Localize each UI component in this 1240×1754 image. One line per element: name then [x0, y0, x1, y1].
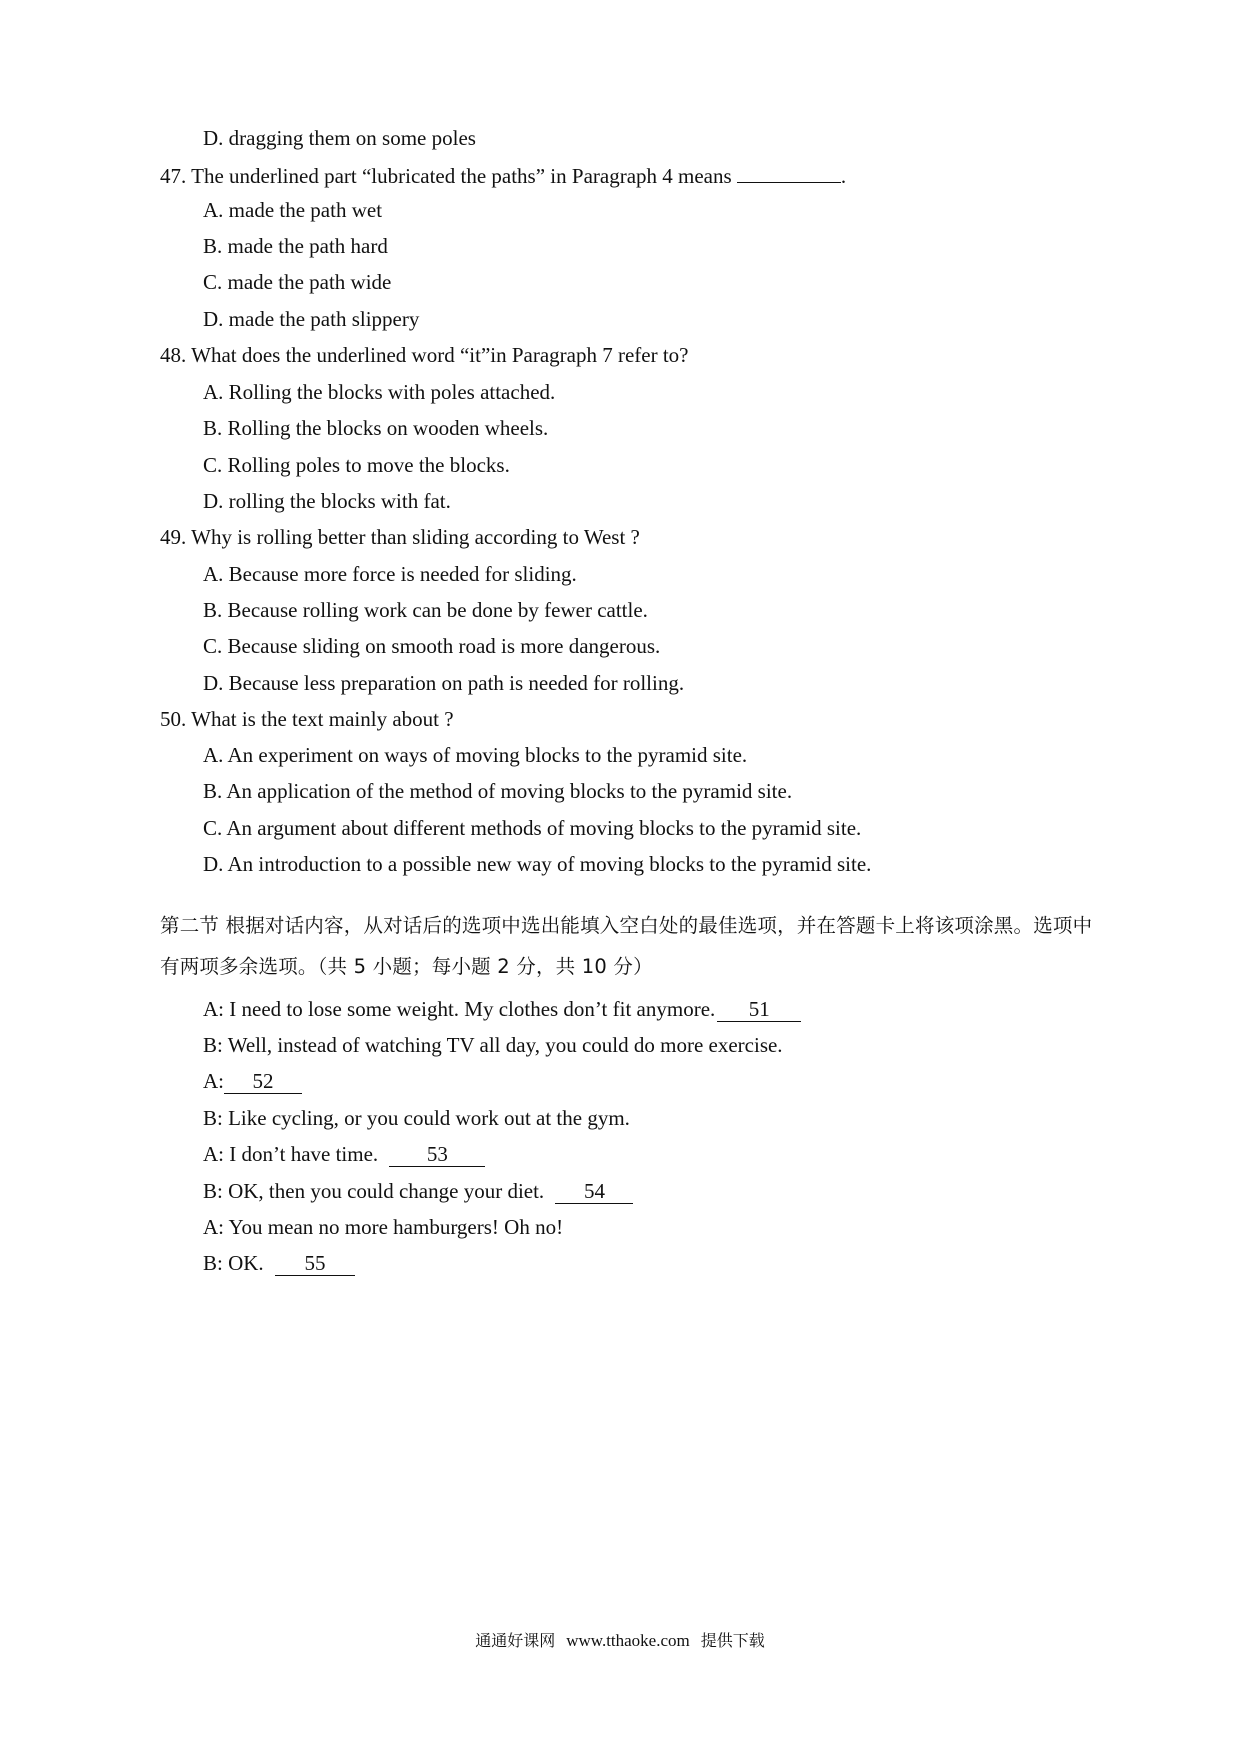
dialogue-line-2: B: Well, instead of watching TV all day, you could do more exercise. — [203, 1033, 783, 1057]
dialogue-line-5 — [203, 1140, 485, 1168]
q49-option-d: D. Because less preparation on path is needed for rolling. — [203, 671, 685, 695]
dialogue-text-5: A: I don’t have time. — [203, 1142, 384, 1166]
q50-option-a: A. An experiment on ways of moving blocks to the pyramid site. — [203, 743, 748, 767]
q47-option-a: A. made the path wet — [203, 198, 383, 222]
footer-url[interactable]: www.tthaoke.com — [566, 1631, 690, 1650]
dialogue-text-8: B: OK. — [203, 1251, 269, 1275]
footer-download-text: 提供下载 — [700, 1631, 765, 1650]
dialogue-line-6 — [203, 1177, 633, 1205]
q48-option-d: D. rolling the blocks with fat. — [203, 489, 451, 513]
answer-blank-53: 53 — [389, 1142, 485, 1167]
q49-stem: 49. Why is rolling better than sliding according to West ? — [160, 525, 640, 549]
dialogue-text-3: A: — [203, 1069, 224, 1093]
dialogue-text-6: B: OK, then you could change your diet. — [203, 1179, 550, 1203]
q47-stem — [160, 160, 846, 190]
q48-option-c: C. Rolling poles to move the blocks. — [203, 453, 510, 477]
answer-blank-54: 54 — [555, 1179, 633, 1204]
q47-option-b: B. made the path hard — [203, 234, 388, 258]
q49-option-a: A. Because more force is needed for sliding. — [203, 562, 577, 586]
q50-option-d: D. An introduction to a possible new way of moving blocks to the pyramid site. — [203, 852, 872, 876]
q48-option-a: A. Rolling the blocks with poles attached. — [203, 380, 556, 404]
page-footer — [0, 1630, 1240, 1652]
dialogue-line-7: A: You mean no more hamburgers! Oh no! — [203, 1215, 564, 1239]
q46-option-d: D. dragging them on some poles — [203, 126, 476, 150]
answer-blank-51: 51 — [717, 997, 801, 1022]
q47-option-c: C. made the path wide — [203, 270, 392, 294]
dialogue-line-3 — [203, 1067, 302, 1095]
q50-option-c: C. An argument about different methods of moving blocks to the pyramid site. — [203, 816, 862, 840]
q47-answer-blank — [737, 160, 841, 183]
q49-option-b: B. Because rolling work can be done by fewer cattle. — [203, 598, 648, 622]
q50-stem: 50. What is the text mainly about ? — [160, 707, 454, 731]
q47-stem-text: 47. The underlined part “lubricated the paths” in Paragraph 4 means — [160, 164, 737, 188]
q47-stem-end: . — [840, 164, 847, 188]
answer-blank-55: 55 — [275, 1251, 355, 1276]
dialogue-line-8 — [203, 1249, 355, 1277]
dialogue-line-1 — [203, 995, 801, 1023]
answer-blank-52: 52 — [224, 1069, 302, 1094]
q50-option-b: B. An application of the method of moving blocks to the pyramid site. — [203, 779, 793, 803]
dialogue-line-4: B: Like cycling, or you could work out at the gym. — [203, 1106, 630, 1130]
footer-site-name: 通通好课网 — [475, 1631, 556, 1650]
dialogue-text-1: A: I need to lose some weight. My clothes don’t fit anymore. — [203, 997, 716, 1021]
q48-stem: 48. What does the underlined word “it”in Paragraph 7 refer to? — [160, 343, 689, 367]
section2-instructions: 第二节 根据对话内容，从对话后的选项中选出能填入空白处的最佳选项，并在答题卡上将该项涂黑。选项中有两项多余选项。（共 5 小题；每小题 2 分，共 10 分） — [160, 914, 1093, 978]
q48-option-b: B. Rolling the blocks on wooden wheels. — [203, 416, 549, 440]
q47-option-d: D. made the path slippery — [203, 307, 420, 331]
q49-option-c: C. Because sliding on smooth road is more dangerous. — [203, 634, 661, 658]
